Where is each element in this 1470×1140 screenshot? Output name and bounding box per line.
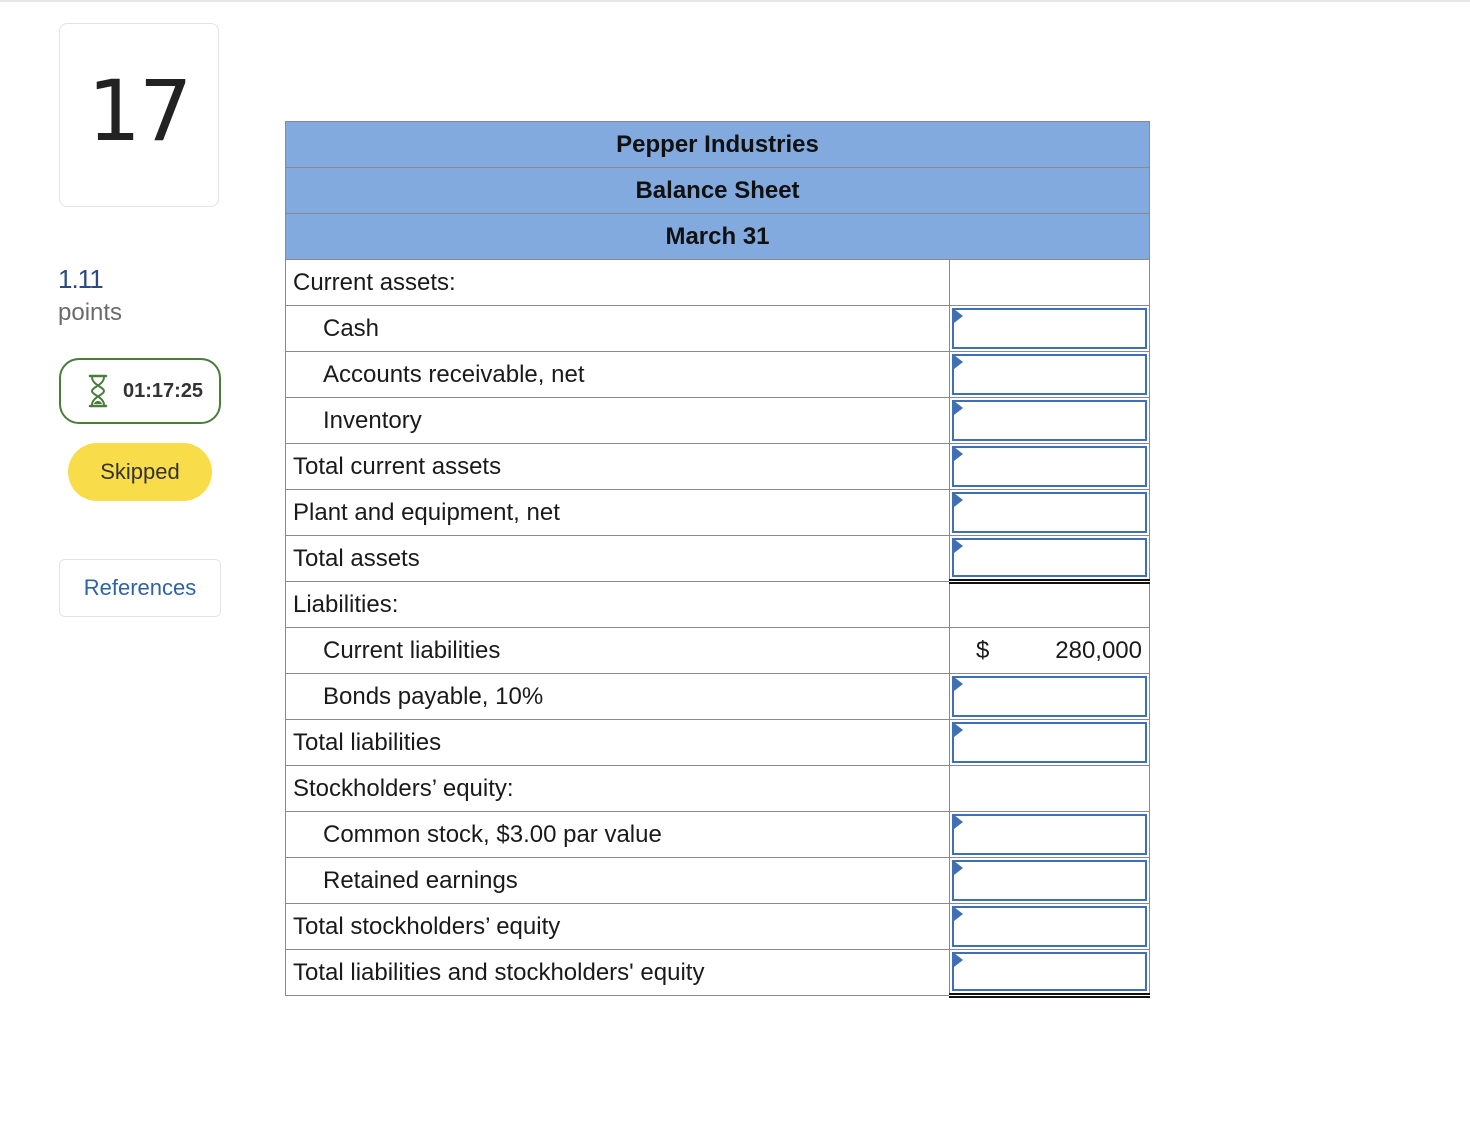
table-row xyxy=(286,398,1150,444)
answer-input-box[interactable] xyxy=(952,814,1147,855)
row-label: Inventory xyxy=(286,398,950,444)
balance-sheet-table xyxy=(285,121,1150,998)
timer-value: 01:17:25 xyxy=(123,379,204,402)
table-row xyxy=(286,352,1150,398)
answer-input[interactable] xyxy=(954,356,1145,393)
row-label: Retained earnings xyxy=(286,858,950,904)
value-cell xyxy=(950,490,1150,536)
table-row xyxy=(286,950,1150,996)
answer-input[interactable] xyxy=(954,448,1145,485)
answer-input-box[interactable] xyxy=(952,492,1147,533)
table-row xyxy=(286,444,1150,490)
row-label: Current assets: xyxy=(286,260,950,306)
answer-input-box[interactable] xyxy=(952,354,1147,395)
table-row xyxy=(286,490,1150,536)
row-label: Total assets xyxy=(286,536,950,582)
answer-input-box[interactable] xyxy=(952,860,1147,901)
value-cell xyxy=(950,306,1150,352)
table-row xyxy=(286,674,1150,720)
answer-input-box[interactable] xyxy=(952,676,1147,717)
value-cell xyxy=(950,628,1150,674)
statement-date: March 31 xyxy=(286,214,1150,260)
value-cell xyxy=(950,674,1150,720)
row-label: Common stock, $3.00 par value xyxy=(286,812,950,858)
table-row xyxy=(286,306,1150,352)
row-label: Accounts receivable, net xyxy=(286,352,950,398)
table-row xyxy=(286,766,1150,812)
answer-input[interactable] xyxy=(954,494,1145,531)
table-row xyxy=(286,628,1150,674)
statement-title: Balance Sheet xyxy=(286,168,1150,214)
table-row xyxy=(286,720,1150,766)
answer-input[interactable] xyxy=(954,954,1145,989)
row-label: Bonds payable, 10% xyxy=(286,674,950,720)
value-cell xyxy=(950,720,1150,766)
value-cell xyxy=(950,950,1150,996)
value-cell xyxy=(950,858,1150,904)
value-cell xyxy=(950,444,1150,490)
question-number: 17 xyxy=(87,62,191,160)
given-amount: 280,000 xyxy=(1055,636,1143,664)
answer-input-box[interactable] xyxy=(952,400,1147,441)
answer-input[interactable] xyxy=(954,908,1145,945)
value-cell xyxy=(950,812,1150,858)
table-row xyxy=(286,582,1150,628)
row-label: Stockholders’ equity: xyxy=(286,766,950,812)
status-badge: Skipped xyxy=(68,443,212,501)
references-button[interactable]: References xyxy=(59,559,221,617)
answer-input-box[interactable] xyxy=(952,906,1147,947)
top-divider xyxy=(0,0,1470,2)
currency-symbol: $ xyxy=(976,636,990,664)
points-value: 1.11 xyxy=(58,264,103,294)
answer-input-box[interactable] xyxy=(952,952,1147,991)
answer-input[interactable] xyxy=(954,816,1145,853)
answer-input[interactable] xyxy=(954,540,1145,575)
answer-input-box[interactable] xyxy=(952,538,1147,577)
value-cell xyxy=(950,398,1150,444)
row-label: Total current assets xyxy=(286,444,950,490)
timer xyxy=(59,358,221,424)
row-label: Cash xyxy=(286,306,950,352)
row-label: Total liabilities and stockholders' equity xyxy=(286,950,950,996)
empty-value-cell xyxy=(950,582,1150,628)
answer-input[interactable] xyxy=(954,724,1145,761)
value-cell xyxy=(950,352,1150,398)
row-label: Total liabilities xyxy=(286,720,950,766)
row-label: Current liabilities xyxy=(286,628,950,674)
table-row xyxy=(286,858,1150,904)
row-label: Total stockholders’ equity xyxy=(286,904,950,950)
answer-input[interactable] xyxy=(954,310,1145,347)
answer-input-box[interactable] xyxy=(952,722,1147,763)
value-cell xyxy=(950,536,1150,582)
header-statement-row xyxy=(286,168,1150,214)
question-number-card xyxy=(59,23,219,207)
answer-input[interactable] xyxy=(954,678,1145,715)
hourglass-icon xyxy=(87,373,109,409)
company-name: Pepper Industries xyxy=(286,122,1150,168)
table-row xyxy=(286,904,1150,950)
empty-value-cell xyxy=(950,260,1150,306)
static-value xyxy=(950,637,1149,665)
header-company-row xyxy=(286,122,1150,168)
answer-input-box[interactable] xyxy=(952,446,1147,487)
answer-input[interactable] xyxy=(954,862,1145,899)
table-row xyxy=(286,260,1150,306)
points-label: points xyxy=(58,299,123,326)
header-date-row xyxy=(286,214,1150,260)
row-label: Liabilities: xyxy=(286,582,950,628)
table-row xyxy=(286,536,1150,582)
empty-value-cell xyxy=(950,766,1150,812)
answer-input[interactable] xyxy=(954,402,1145,439)
answer-input-box[interactable] xyxy=(952,308,1147,349)
value-cell xyxy=(950,904,1150,950)
table-row xyxy=(286,812,1150,858)
row-label: Plant and equipment, net xyxy=(286,490,950,536)
